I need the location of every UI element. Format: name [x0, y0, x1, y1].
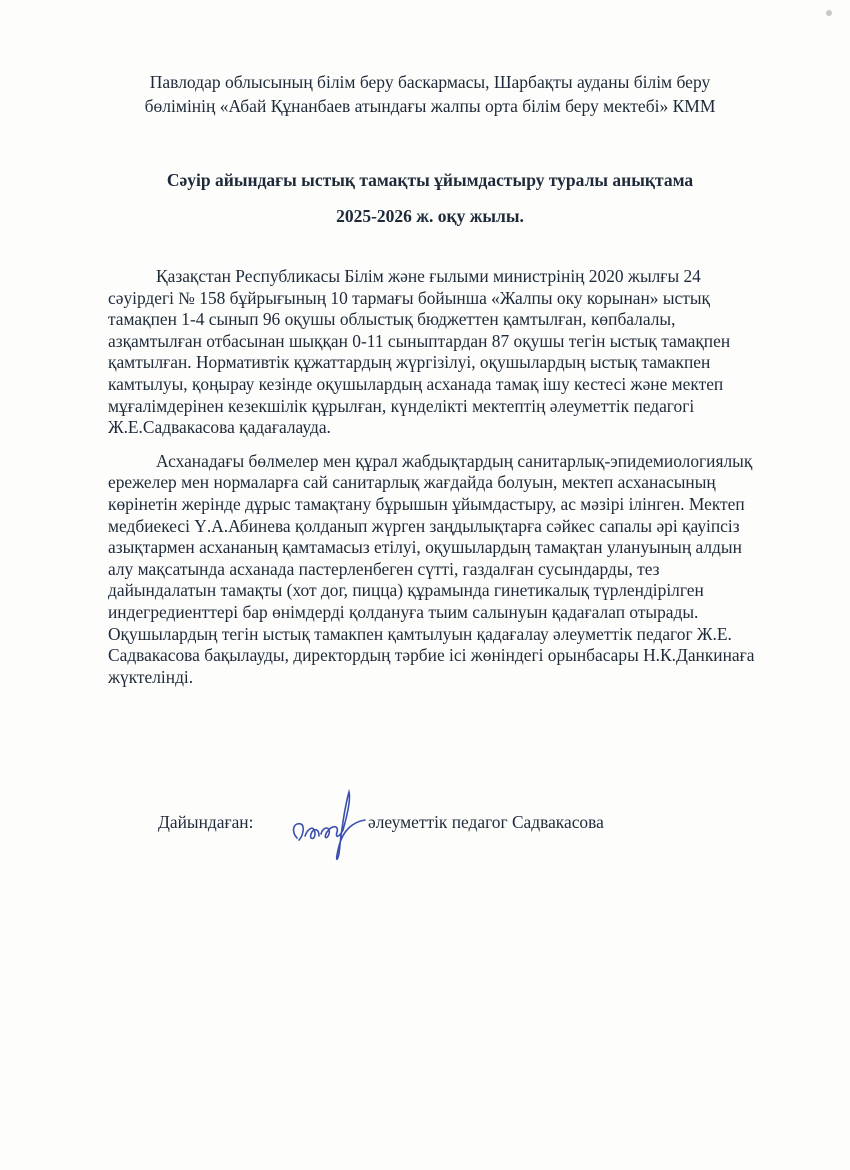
scan-speck: [826, 10, 832, 16]
handwritten-signature: [283, 786, 378, 866]
document-body: [108, 266, 770, 700]
header-line-2: бөлімінің «Абай Құнанбаев атындағы жалпы орта білім беру мектебі» КММ: [144, 96, 716, 116]
preparer-position: әлеуметтік педагог Садвакасова: [368, 812, 604, 832]
prepared-by-label: Дайындаған:: [158, 812, 254, 832]
document-title: [60, 162, 800, 234]
organization-header: [60, 70, 800, 118]
body-paragraph-2: Асханадағы бөлмелер мен құрал жабдықтардың санитарлық-эпидемиологиялық ережелер мен нормаларға сай санитарлық жағдайда болуын, мектеп асханасының көрінетін жерінде дұрыс тамақтану бұрышын ұйымдастыру, ас мәзірі ілінген. Мектеп медбиекесі Ү.А.Абинева қолданып жүрген заңдылықтарға сәйкес сапалы әрі қауіпсіз азықтармен асхананың қамтамасыз етілуі, оқушылардың тамақтан улануының алдын алу мақсатында асханада пастерленбеген сүтті, газдалған сусындарды, тез дайындалатын тамақты (хот дог, пицца) құрамында гинетикалық түрлендірілген индегредиенттері бар өнімдерді қолдануға тыим салынуын қадағалап отырады. Оқушылардың тегін ыстық тамакпен қамтылуын қадағалау әлеуметтік педагог Ж.Е. Садвакасова бақылауды, директордың тәрбие ісі жөніндегі орынбасары Н.К.Данкинаға жүктелінді.: [108, 450, 755, 687]
title-line-2: 2025-2026 ж. оқу жылы.: [336, 206, 524, 226]
header-line-1: Павлодар облысының білім беру баскармасы, Шарбақты ауданы білім беру: [149, 72, 711, 92]
body-paragraph-1: Қазақстан Республикасы Білім және ғылыми министрінің 2020 жылғы 24 сәуірдегі № 158 бұйрығының 10 тармағы бойынша «Жалпы оку корынан» ыстық тамақпен 1-4 сынып 96 оқушы облыстық бюджеттен қамтылған, көпбалалы, азқамтылған отбасынан шыққан 0-11 сыныптардан 87 оқушы тегін ыстық тамақпен қамтылған. Нормативтік құжаттардың жүргізілуі, оқушылардың ыстық тамакпен камтылуы, қоңырау кезінде оқушылардың асханада тамақ ішу кестесі және мектеп мұғалімдерінен кезекшілік құрылған, күнделікті мектептің әлеуметтік педагогі Ж.Е.Садвакасова қадағалауда.: [108, 266, 731, 438]
title-line-1: Сәуір айындағы ыстық тамақты ұйымдастыру туралы анықтама: [166, 170, 694, 190]
signature-block: [158, 808, 758, 868]
